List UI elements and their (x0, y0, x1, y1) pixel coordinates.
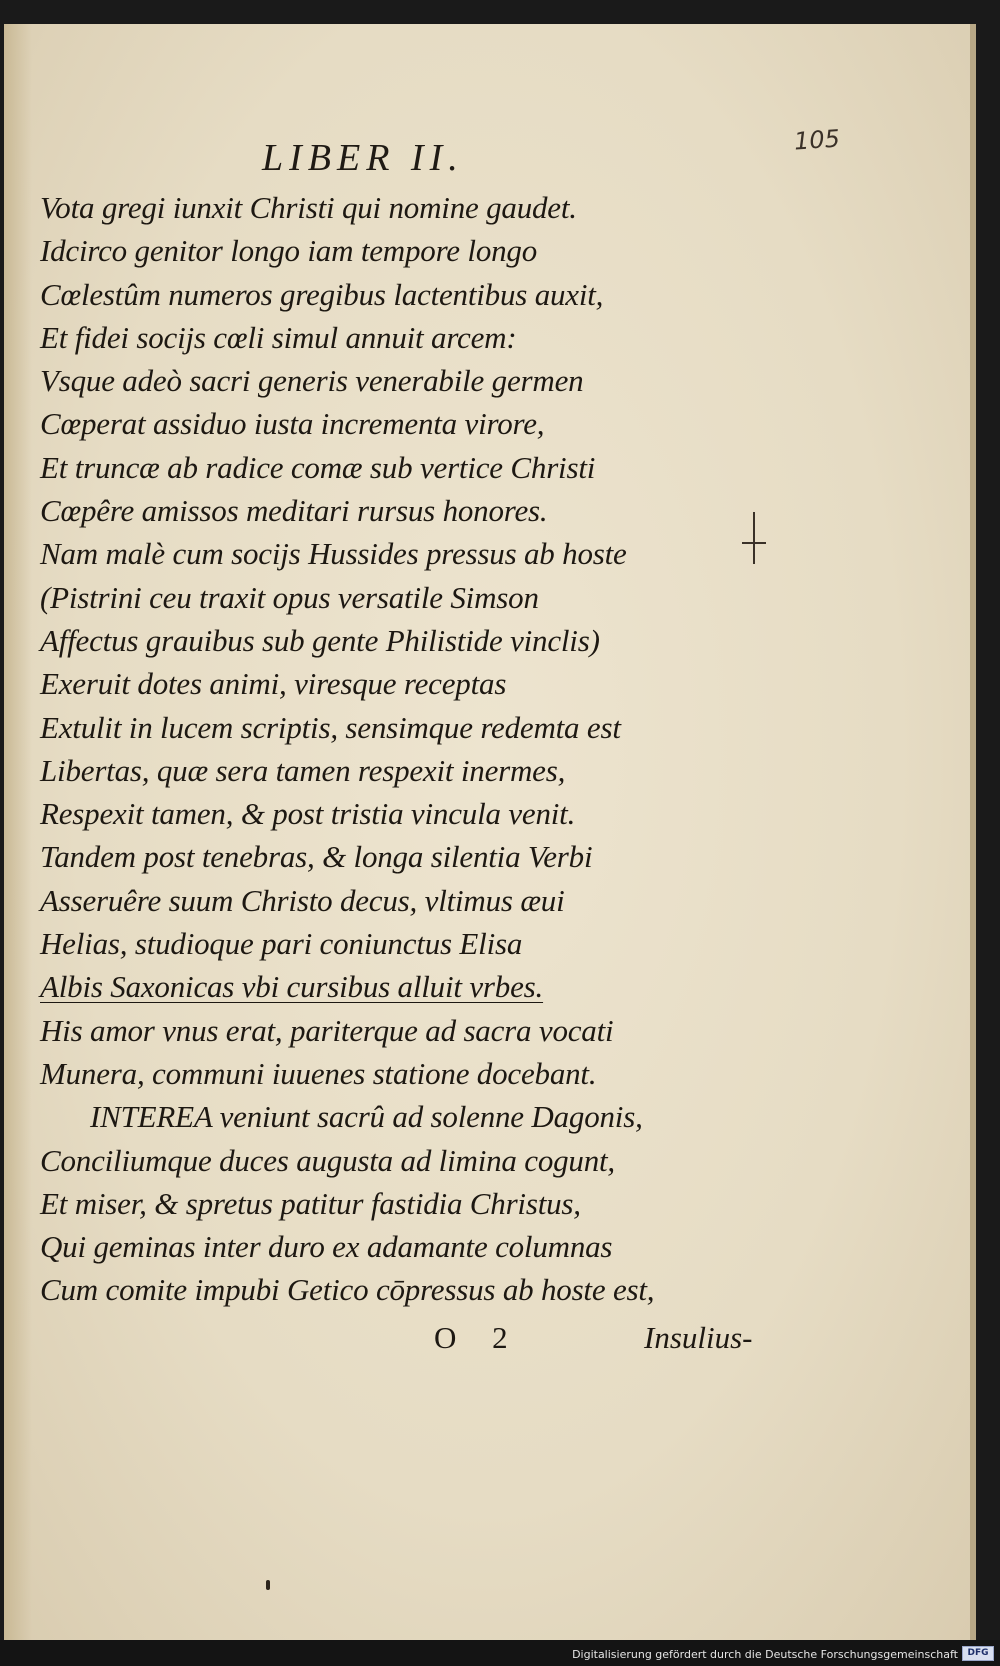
verse-line: Respexit tamen, & post tristia vincula venit. (40, 796, 576, 832)
running-head: LIBER II. (262, 137, 464, 179)
verse-line: Helias, studioque pari coniunctus Elisa (40, 926, 523, 962)
verse-block (40, 186, 800, 1312)
verse-line: (Pistrini ceu traxit opus versatile Simson (40, 579, 539, 615)
verse-line: Et truncæ ab radice comæ sub vertice Christi (40, 449, 596, 485)
verse-line: Idcirco genitor longo iam tempore longo (40, 233, 538, 269)
digitization-credit-bar (0, 1640, 1000, 1666)
verse-line: Nam malè cum socijs Hussides pressus ab hoste (40, 536, 627, 572)
verse-line: Extulit in lucem scriptis, sensimque redemta est (40, 709, 621, 745)
dfg-logo-text: DFG (967, 1648, 989, 1658)
catchword: Insulius- (644, 1320, 753, 1355)
verse-line: Libertas, quæ sera tamen respexit inermes, (40, 752, 566, 788)
verse-line: Qui geminas inter duro ex adamante columnas (40, 1229, 613, 1265)
verse-line: Albis Saxonicas vbi cursibus alluit vrbes. (40, 969, 544, 1005)
credit-text: Digitalisierung gefördert durch die Deutsche Forschungsgemeinschaft (572, 1648, 958, 1661)
handwritten-folio-number: 105 (793, 124, 841, 156)
ink-speck (266, 1580, 270, 1590)
verse-line: Asseruêre suum Christo decus, vltimus æui (40, 882, 565, 918)
verse-line: Cœperat assiduo iusta incrementa virore, (40, 406, 545, 442)
signature-mark: O 2 (434, 1320, 522, 1355)
book-page (4, 24, 976, 1640)
dfg-logo (962, 1646, 994, 1661)
gutter-shadow (4, 24, 32, 1640)
verse-line: Vota gregi iunxit Christi qui nomine gaudet. (40, 190, 577, 225)
verse-line: Et miser, & spretus patitur fastidia Christus, (40, 1185, 581, 1221)
verse-line: Vsque adeò sacri generis venerabile germen (40, 363, 584, 399)
verse-line: Exeruit dotes animi, viresque receptas (40, 666, 507, 702)
verse-line: Tandem post tenebras, & longa silentia Verbi (40, 839, 593, 875)
verse-line: Affectus grauibus sub gente Philistide vinclis) (40, 622, 600, 658)
handwritten-cross-mark (742, 512, 766, 564)
verse-line: Et fidei socijs cœli simul annuit arcem: (40, 319, 517, 355)
verse-line: Cum comite impubi Getico cōpressus ab hoste est, (40, 1272, 655, 1308)
verse-line: Cœlestûm numeros gregibus lactentibus auxit, (40, 276, 604, 312)
verse-line: INTEREA veniunt sacrû ad solenne Dagonis, (90, 1099, 643, 1135)
verse-line: His amor vnus erat, pariterque ad sacra vocati (40, 1012, 614, 1048)
verse-line: Cœpêre amissos meditari rursus honores. (40, 493, 548, 529)
verse-line: Munera, communi iuuenes statione docebant. (40, 1055, 597, 1091)
verse-line: Conciliumque duces augusta ad limina cogunt, (40, 1142, 615, 1178)
